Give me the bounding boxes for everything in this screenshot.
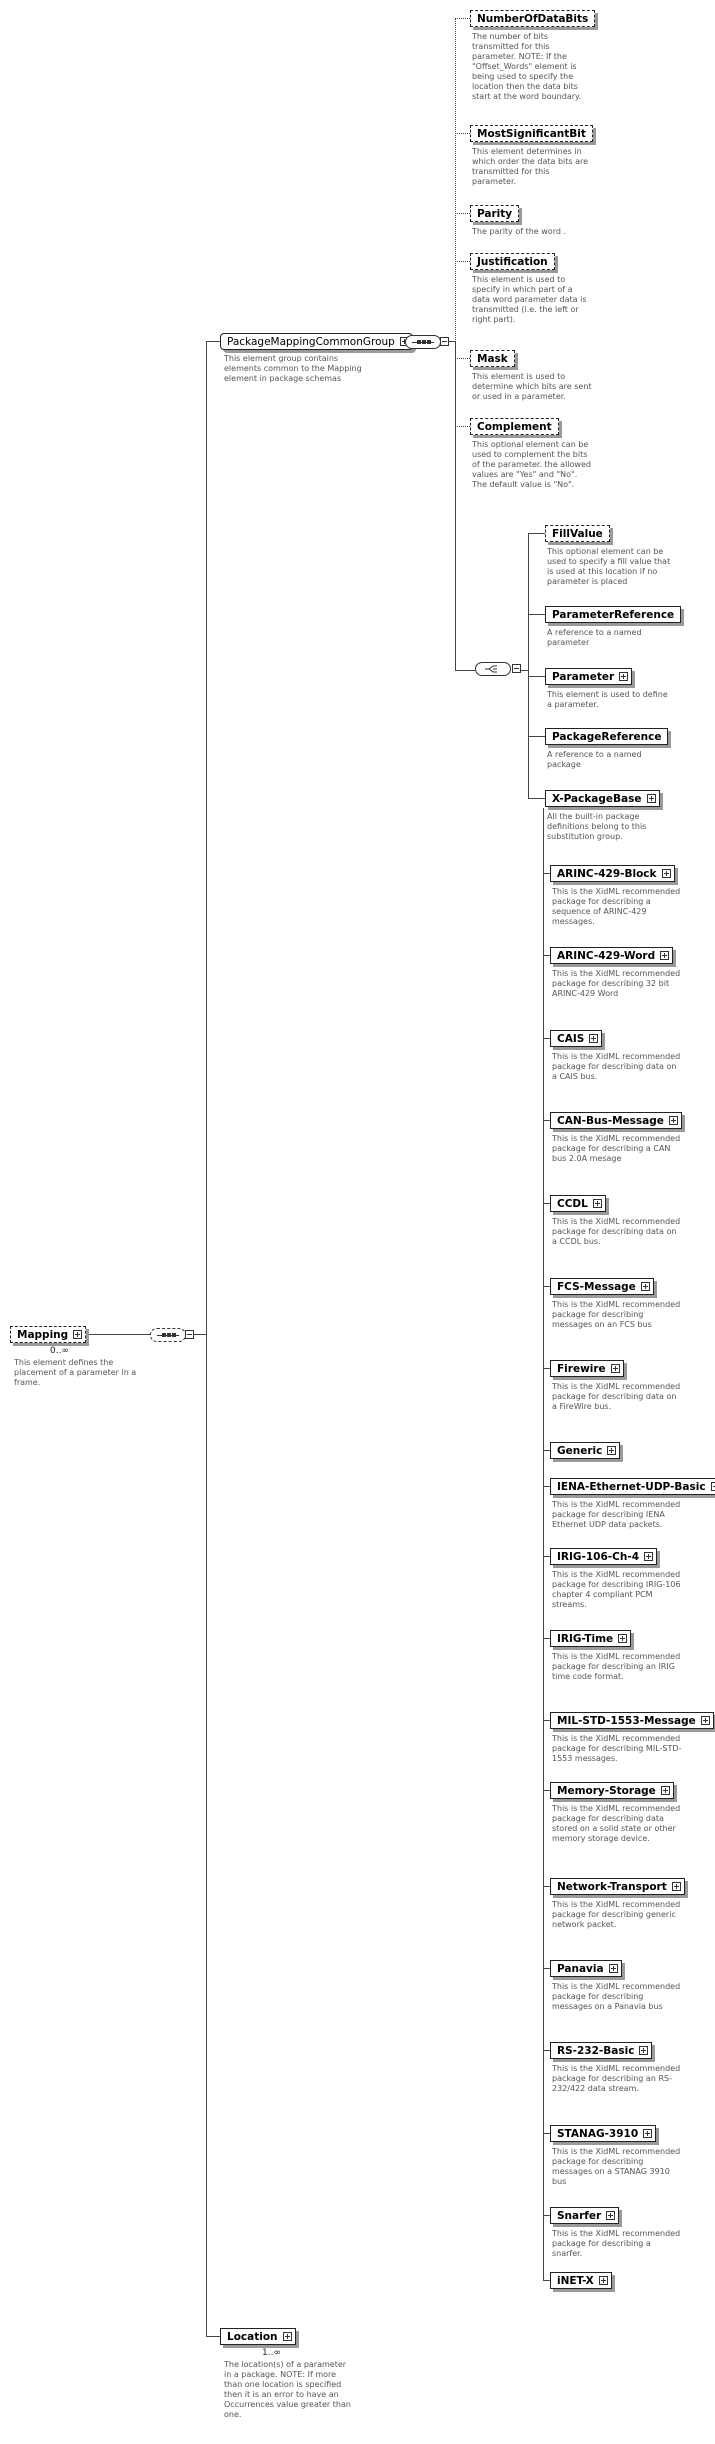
expand-icon[interactable] bbox=[619, 672, 628, 681]
expand-icon[interactable] bbox=[599, 2276, 608, 2285]
connector-line bbox=[543, 2133, 550, 2134]
package-fcs-message-description: This is the XidML recommended package for describing messages on an FCS bus bbox=[552, 1300, 681, 1329]
expand-icon[interactable] bbox=[639, 2046, 648, 2055]
connector-line bbox=[543, 955, 550, 956]
location-element[interactable] bbox=[220, 2328, 296, 2345]
package-can-bus-message[interactable] bbox=[550, 1112, 682, 1129]
element-x-packagebase-label: X-PackageBase bbox=[552, 793, 642, 805]
connector-line bbox=[455, 133, 470, 134]
package-snarfer[interactable] bbox=[550, 2207, 619, 2224]
element-parity-description: The parity of the word . bbox=[472, 227, 567, 236]
element-fillvalue[interactable] bbox=[545, 525, 610, 542]
package-network-transport[interactable] bbox=[550, 1878, 685, 1895]
package-inet-x[interactable] bbox=[550, 2272, 612, 2289]
element-complement-label: Complement bbox=[477, 421, 552, 433]
connector-line bbox=[543, 808, 544, 2280]
collapse-icon[interactable] bbox=[440, 337, 449, 346]
element-packagereference-description: A reference to a named package bbox=[547, 750, 642, 769]
expand-icon[interactable] bbox=[644, 1552, 653, 1561]
element-fillvalue-label: FillValue bbox=[552, 528, 603, 540]
connector-line bbox=[528, 614, 545, 615]
element-justification-description: This element is used to specify in which part of a data word parameter data is transmitted (i.e. the left or right part). bbox=[472, 275, 587, 324]
element-numberofdatabits-description: The number of bits transmitted for this parameter. NOTE: If the "Offset_Words" element is being used to specify the location then the data bits start at the word boundary. bbox=[472, 32, 582, 101]
package-irig-106-ch-4-description: This is the XidML recommended package for describing IRIG-106 chapter 4 compliant PCM streams. bbox=[552, 1570, 681, 1609]
mapping-element[interactable] bbox=[10, 1326, 86, 1343]
connector-line bbox=[543, 1286, 550, 1287]
element-parameterreference-description: A reference to a named parameter bbox=[547, 628, 642, 647]
mapping-label: Mapping bbox=[17, 1329, 69, 1341]
package-iena-ethernet-udp-basic[interactable] bbox=[550, 1478, 715, 1495]
element-numberofdatabits[interactable] bbox=[470, 10, 595, 27]
expand-icon[interactable] bbox=[611, 1364, 620, 1373]
connector-line bbox=[455, 261, 470, 262]
connector-line bbox=[543, 873, 550, 874]
element-parameterreference-label: ParameterReference bbox=[552, 609, 675, 621]
package-snarfer-description: This is the XidML recommended package for describing a snarfer. bbox=[552, 2229, 681, 2258]
package-cais[interactable] bbox=[550, 1030, 602, 1047]
group-description: This element group contains elements common to the Mapping element in package schemas bbox=[224, 354, 362, 383]
package-fcs-message-label: FCS-Message bbox=[557, 1281, 636, 1293]
package-can-bus-message-description: This is the XidML recommended package for describing a CAN bus 2.0A mesage bbox=[552, 1134, 681, 1163]
package-arinc-429-block-label: ARINC-429-Block bbox=[557, 868, 657, 880]
element-fillvalue-description: This optional element can be used to specify a fill value that is used at this location if no parameter is placed bbox=[547, 547, 671, 586]
element-complement-description: This optional element can be used to complement the bits of the parameter. the allowed values are "Yes" and "No". The default value is "No". bbox=[472, 440, 591, 489]
sequence-compositor-icon bbox=[405, 335, 441, 349]
connector-line bbox=[543, 2215, 550, 2216]
expand-icon[interactable] bbox=[660, 951, 669, 960]
expand-icon[interactable] bbox=[283, 2332, 292, 2341]
expand-icon[interactable] bbox=[701, 1716, 710, 1725]
package-iena-ethernet-udp-basic-label: IENA-Ethernet-UDP-Basic bbox=[557, 1481, 706, 1493]
package-ccdl-description: This is the XidML recommended package for describing data on a CCDL bus. bbox=[552, 1217, 681, 1246]
mapping-description: This element defines the placement of a parameter in a frame. bbox=[14, 1358, 137, 1387]
element-parameter-label: Parameter bbox=[552, 671, 615, 683]
element-mask-description: This element is used to determine which bits are sent or used in a parameter. bbox=[472, 372, 592, 401]
package-inet-x-label: iNET-X bbox=[557, 2275, 594, 2287]
expand-icon[interactable] bbox=[641, 1282, 650, 1291]
connector-line bbox=[543, 1638, 550, 1639]
connector-line bbox=[543, 1968, 550, 1969]
element-parity-label: Parity bbox=[477, 208, 513, 220]
connector-line bbox=[206, 341, 207, 2336]
package-snarfer-label: Snarfer bbox=[557, 2210, 602, 2222]
package-stanag-3910[interactable] bbox=[550, 2125, 656, 2142]
package-firewire-description: This is the XidML recommended package for describing data on a FireWire bus. bbox=[552, 1382, 681, 1411]
expand-icon[interactable] bbox=[607, 1446, 616, 1455]
connector-line bbox=[455, 341, 456, 670]
package-irig-time-description: This is the XidML recommended package for describing an IRIG time code format. bbox=[552, 1652, 681, 1681]
expand-icon[interactable] bbox=[711, 1482, 715, 1491]
element-x-packagebase-description: All the built-in package definitions belong to this substitution group. bbox=[547, 812, 647, 841]
connector-line bbox=[521, 670, 528, 671]
package-memory-storage-description: This is the XidML recommended package for describing data stored on a solid state or other memory storage device. bbox=[552, 1804, 681, 1843]
connector-line bbox=[528, 533, 545, 534]
connector-line bbox=[543, 1368, 550, 1369]
package-ccdl-label: CCDL bbox=[557, 1198, 588, 1210]
package-mil-std-1553-message-description: This is the XidML recommended package for describing MIL-STD-1553 messages. bbox=[552, 1734, 682, 1763]
connector-line bbox=[543, 1450, 550, 1451]
sequence-compositor-icon bbox=[150, 1328, 186, 1342]
package-stanag-3910-label: STANAG-3910 bbox=[557, 2128, 639, 2140]
element-parameterreference[interactable] bbox=[545, 606, 681, 623]
connector-line bbox=[528, 533, 529, 798]
package-arinc-429-word[interactable] bbox=[550, 947, 673, 964]
element-mask[interactable] bbox=[470, 350, 515, 367]
package-arinc-429-block-description: This is the XidML recommended package for describing a sequence of ARINC-429 messages. bbox=[552, 887, 681, 926]
package-generic[interactable] bbox=[550, 1442, 620, 1459]
package-rs-232-basic-description: This is the XidML recommended package for describing an RS-232/422 data stream. bbox=[552, 2064, 681, 2093]
connector-line bbox=[543, 1790, 550, 1791]
element-packagereference[interactable] bbox=[545, 728, 668, 745]
connector-line bbox=[528, 798, 545, 799]
location-cardinality: 1..∞ bbox=[262, 2348, 281, 2358]
package-ccdl[interactable] bbox=[550, 1195, 606, 1212]
package-memory-storage[interactable] bbox=[550, 1782, 674, 1799]
connector-line bbox=[528, 736, 545, 737]
connector-line bbox=[528, 676, 545, 677]
location-label: Location bbox=[227, 2331, 278, 2343]
package-irig-time-label: IRIG-Time bbox=[557, 1633, 614, 1645]
element-justification[interactable] bbox=[470, 253, 555, 270]
connector-line bbox=[543, 1038, 550, 1039]
package-panavia-description: This is the XidML recommended package for describing messages on a Panavia bus bbox=[552, 1982, 681, 2011]
package-fcs-message[interactable] bbox=[550, 1278, 654, 1295]
package-irig-106-ch-4-label: IRIG-106-Ch-4 bbox=[557, 1551, 639, 1563]
package-rs-232-basic-label: RS-232-Basic bbox=[557, 2045, 635, 2057]
package-cais-description: This is the XidML recommended package for describing data on a CAIS bus. bbox=[552, 1052, 681, 1081]
collapse-icon[interactable] bbox=[185, 1330, 194, 1339]
location-description: The location(s) of a parameter in a package. NOTE: If more than one location is specified then it is an error to have an Occurrences value greater than one. bbox=[224, 2360, 351, 2419]
mapping-cardinality: 0..∞ bbox=[50, 1346, 69, 1356]
connector-line bbox=[543, 1120, 550, 1121]
collapse-icon[interactable] bbox=[512, 664, 521, 673]
package-arinc-429-word-description: This is the XidML recommended package for describing 32 bit ARINC-429 Word bbox=[552, 969, 681, 998]
expand-icon[interactable] bbox=[73, 1330, 82, 1339]
group-label: PackageMappingCommonGroup bbox=[227, 336, 395, 348]
element-mostsignificantbit-label: MostSignificantBit bbox=[477, 128, 586, 140]
package-mapping-common-group[interactable] bbox=[220, 333, 413, 350]
element-parity[interactable] bbox=[470, 205, 519, 222]
expand-icon[interactable] bbox=[606, 2211, 615, 2220]
connector-line bbox=[543, 1203, 550, 1204]
package-iena-ethernet-udp-basic-description: This is the XidML recommended package for describing IENA Ethernet UDP data packets. bbox=[552, 1500, 681, 1529]
connector-line bbox=[206, 341, 220, 342]
expand-icon[interactable] bbox=[647, 794, 656, 803]
element-parameter-description: This element is used to define a parameter. bbox=[547, 690, 668, 709]
connector-line bbox=[206, 2336, 220, 2337]
expand-icon[interactable] bbox=[672, 1882, 681, 1891]
connector-line bbox=[455, 670, 475, 671]
package-network-transport-label: Network-Transport bbox=[557, 1881, 667, 1893]
element-complement[interactable] bbox=[470, 418, 559, 435]
connector-line bbox=[543, 1486, 550, 1487]
package-mil-std-1553-message[interactable] bbox=[550, 1712, 714, 1729]
package-panavia-label: Panavia bbox=[557, 1963, 604, 1975]
element-parameter[interactable] bbox=[545, 668, 632, 685]
connector-line bbox=[543, 1720, 550, 1721]
package-irig-106-ch-4[interactable] bbox=[550, 1548, 657, 1565]
package-irig-time[interactable] bbox=[550, 1630, 631, 1647]
connector-line bbox=[194, 1334, 206, 1335]
connector-line bbox=[455, 213, 470, 214]
expand-icon[interactable] bbox=[609, 1964, 618, 1973]
connector-line bbox=[455, 18, 470, 19]
connector-line bbox=[455, 358, 470, 359]
expand-icon[interactable] bbox=[661, 1786, 670, 1795]
expand-icon[interactable] bbox=[589, 1034, 598, 1043]
package-can-bus-message-label: CAN-Bus-Message bbox=[557, 1115, 664, 1127]
element-justification-label: Justification bbox=[477, 256, 548, 268]
connector-line bbox=[543, 2050, 550, 2051]
expand-icon[interactable] bbox=[669, 1116, 678, 1125]
element-packagereference-label: PackageReference bbox=[552, 731, 662, 743]
package-mil-std-1553-message-label: MIL-STD-1553-Message bbox=[557, 1715, 696, 1727]
package-network-transport-description: This is the XidML recommended package for describing generic network packet. bbox=[552, 1900, 681, 1929]
connector-line bbox=[543, 1556, 550, 1557]
package-cais-label: CAIS bbox=[557, 1033, 585, 1045]
connector-line bbox=[543, 2280, 550, 2281]
expand-icon[interactable] bbox=[593, 1199, 602, 1208]
element-numberofdatabits-label: NumberOfDataBits bbox=[477, 13, 589, 25]
choice-compositor-icon bbox=[475, 662, 511, 676]
package-memory-storage-label: Memory-Storage bbox=[557, 1785, 656, 1797]
package-arinc-429-word-label: ARINC-429-Word bbox=[557, 950, 656, 962]
connector-line bbox=[455, 426, 470, 427]
package-rs-232-basic[interactable] bbox=[550, 2042, 652, 2059]
expand-icon[interactable] bbox=[643, 2129, 652, 2138]
package-firewire[interactable] bbox=[550, 1360, 624, 1377]
element-mostsignificantbit-description: This element determines in which order the data bits are transmitted for this parameter. bbox=[472, 147, 589, 186]
package-generic-label: Generic bbox=[557, 1445, 603, 1457]
element-x-packagebase[interactable] bbox=[545, 790, 660, 807]
connector-line bbox=[543, 1886, 550, 1887]
package-stanag-3910-description: This is the XidML recommended package for describing messages on a STANAG 3910 bus bbox=[552, 2147, 681, 2186]
package-panavia[interactable] bbox=[550, 1960, 622, 1977]
element-mostsignificantbit[interactable] bbox=[470, 125, 593, 142]
expand-icon[interactable] bbox=[618, 1634, 627, 1643]
expand-icon[interactable] bbox=[662, 869, 671, 878]
package-firewire-label: Firewire bbox=[557, 1363, 606, 1375]
element-mask-label: Mask bbox=[477, 353, 508, 365]
package-arinc-429-block[interactable] bbox=[550, 865, 675, 882]
